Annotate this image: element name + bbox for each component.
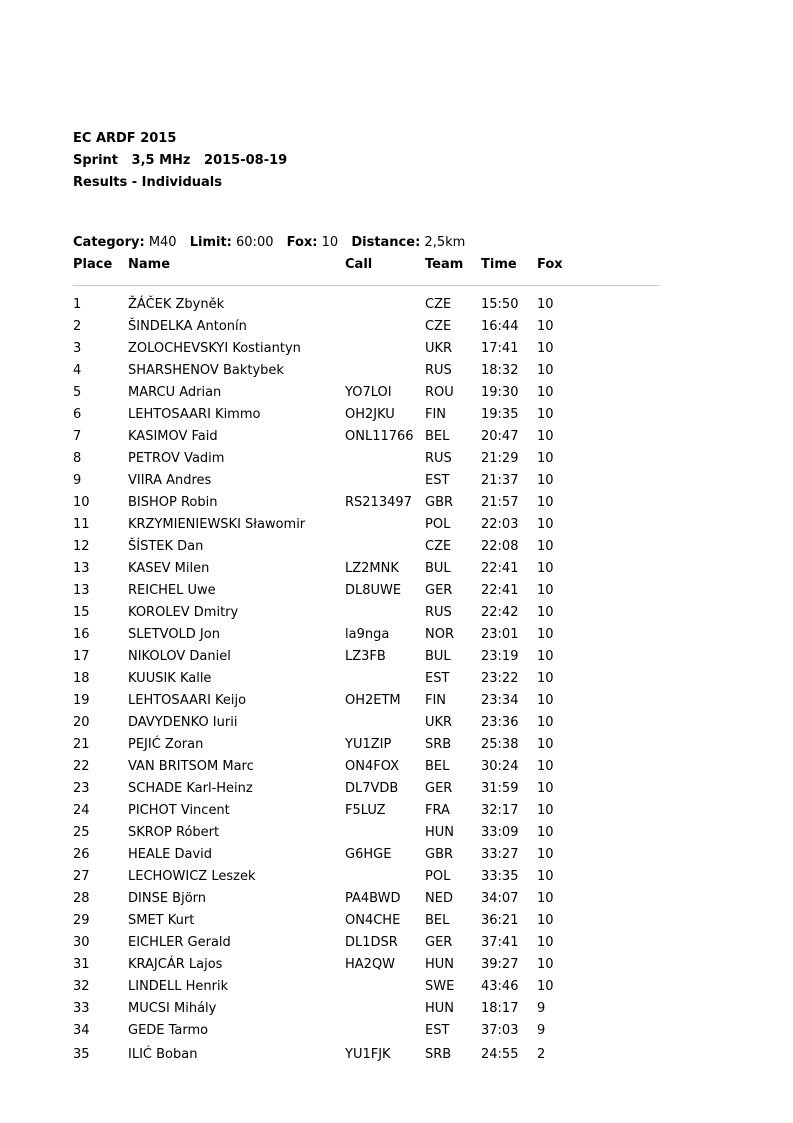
cell-fox: 10 bbox=[537, 891, 554, 906]
cell-name: ŠÍSTEK Dan bbox=[128, 539, 204, 554]
cell-name: HEALE David bbox=[128, 847, 213, 862]
table-row bbox=[0, 295, 793, 317]
cell-place: 20 bbox=[73, 715, 90, 730]
table-row bbox=[0, 713, 793, 735]
cell-name: REICHEL Uwe bbox=[128, 583, 216, 598]
cell-team: CZE bbox=[425, 297, 452, 312]
cell-time: 39:27 bbox=[481, 957, 519, 972]
cell-team: SWE bbox=[425, 979, 455, 994]
table-row bbox=[0, 559, 793, 581]
cell-team: BUL bbox=[425, 649, 451, 664]
cell-name: EICHLER Gerald bbox=[128, 935, 231, 950]
cell-name: LEHTOSAARI Keijo bbox=[128, 693, 247, 708]
table-row bbox=[0, 757, 793, 779]
cell-place: 13 bbox=[73, 561, 90, 576]
cell-call: DL1DSR bbox=[345, 935, 398, 950]
cell-fox: 10 bbox=[537, 429, 554, 444]
race-type: Sprint bbox=[73, 153, 119, 168]
cell-place: 33 bbox=[73, 1001, 90, 1016]
cell-time: 22:41 bbox=[481, 561, 519, 576]
category-label: Category: bbox=[73, 235, 145, 250]
cell-team: POL bbox=[425, 869, 451, 884]
cell-time: 33:35 bbox=[481, 869, 519, 884]
cell-team: CZE bbox=[425, 319, 452, 334]
cell-team: SRB bbox=[425, 1047, 452, 1062]
cell-team: FRA bbox=[425, 803, 450, 818]
table-row bbox=[0, 911, 793, 933]
cell-name: SCHADE Karl-Heinz bbox=[128, 781, 253, 796]
table-row bbox=[0, 801, 793, 823]
cell-call: OH2ETM bbox=[345, 693, 401, 708]
cell-call: la9nga bbox=[345, 627, 390, 642]
table-row bbox=[0, 405, 793, 427]
cell-place: 10 bbox=[73, 495, 90, 510]
cell-call: RS213497 bbox=[345, 495, 412, 510]
cell-fox: 10 bbox=[537, 737, 554, 752]
race-band: 3,5 MHz bbox=[131, 153, 191, 168]
cell-time: 20:47 bbox=[481, 429, 519, 444]
cell-fox: 10 bbox=[537, 671, 554, 686]
cell-place: 7 bbox=[73, 429, 82, 444]
header-divider bbox=[73, 285, 659, 286]
cell-time: 21:29 bbox=[481, 451, 519, 466]
cell-time: 22:08 bbox=[481, 539, 519, 554]
cell-name: LEHTOSAARI Kimmo bbox=[128, 407, 261, 422]
table-row bbox=[0, 361, 793, 383]
cell-team: FIN bbox=[425, 407, 447, 422]
cell-team: BEL bbox=[425, 759, 450, 774]
cell-time: 23:22 bbox=[481, 671, 519, 686]
cell-fox: 10 bbox=[537, 781, 554, 796]
cell-name: NIKOLOV Daniel bbox=[128, 649, 231, 664]
cell-name: MUCSI Mihály bbox=[128, 1001, 217, 1016]
cell-team: POL bbox=[425, 517, 451, 532]
cell-name: GEDE Tarmo bbox=[128, 1023, 209, 1038]
cell-place: 21 bbox=[73, 737, 90, 752]
cell-call: ON4FOX bbox=[345, 759, 400, 774]
cell-team: BEL bbox=[425, 913, 450, 928]
cell-time: 18:17 bbox=[481, 1001, 519, 1016]
cell-name: PICHOT Vincent bbox=[128, 803, 230, 818]
table-row bbox=[0, 691, 793, 713]
cell-fox: 10 bbox=[537, 935, 554, 950]
cell-fox: 10 bbox=[537, 649, 554, 664]
cell-place: 12 bbox=[73, 539, 90, 554]
table-row bbox=[0, 735, 793, 757]
cell-team: GER bbox=[425, 935, 453, 950]
cell-team: RUS bbox=[425, 451, 452, 466]
cell-name: MARCU Adrian bbox=[128, 385, 222, 400]
fox-value: 10 bbox=[321, 235, 339, 250]
cell-team: GER bbox=[425, 781, 453, 796]
table-row bbox=[0, 581, 793, 603]
cell-team: RUS bbox=[425, 605, 452, 620]
cell-time: 18:32 bbox=[481, 363, 519, 378]
table-row bbox=[0, 933, 793, 955]
cell-fox: 10 bbox=[537, 913, 554, 928]
cell-place: 31 bbox=[73, 957, 90, 972]
distance-value: 2,5km bbox=[424, 235, 466, 250]
cell-place: 2 bbox=[73, 319, 82, 334]
table-row bbox=[0, 471, 793, 493]
cell-fox: 10 bbox=[537, 583, 554, 598]
cell-time: 21:37 bbox=[481, 473, 519, 488]
cell-call: LZ3FB bbox=[345, 649, 386, 664]
cell-place: 11 bbox=[73, 517, 90, 532]
cell-time: 34:07 bbox=[481, 891, 519, 906]
cell-place: 4 bbox=[73, 363, 82, 378]
column-header-call: Call bbox=[345, 257, 373, 272]
cell-name: SLETVOLD Jon bbox=[128, 627, 220, 642]
table-row bbox=[0, 823, 793, 845]
cell-fox: 10 bbox=[537, 495, 554, 510]
cell-fox: 10 bbox=[537, 319, 554, 334]
cell-fox: 10 bbox=[537, 715, 554, 730]
cell-name: VAN BRITSOM Marc bbox=[128, 759, 254, 774]
cell-team: EST bbox=[425, 671, 450, 686]
cell-fox: 10 bbox=[537, 759, 554, 774]
cell-call: LZ2MNK bbox=[345, 561, 399, 576]
cell-time: 37:03 bbox=[481, 1023, 519, 1038]
cell-team: EST bbox=[425, 473, 450, 488]
cell-time: 23:36 bbox=[481, 715, 519, 730]
cell-place: 6 bbox=[73, 407, 82, 422]
column-header-place: Place bbox=[73, 257, 113, 272]
cell-fox: 10 bbox=[537, 803, 554, 818]
cell-place: 24 bbox=[73, 803, 90, 818]
cell-fox: 9 bbox=[537, 1001, 546, 1016]
table-row bbox=[0, 1045, 793, 1067]
results-title: Results - Individuals bbox=[73, 175, 222, 190]
cell-call: HA2QW bbox=[345, 957, 396, 972]
cell-fox: 10 bbox=[537, 297, 554, 312]
cell-team: GER bbox=[425, 583, 453, 598]
cell-place: 18 bbox=[73, 671, 90, 686]
cell-time: 37:41 bbox=[481, 935, 519, 950]
column-header-fox: Fox bbox=[537, 257, 563, 272]
cell-name: ŠINDELKA Antonín bbox=[128, 319, 247, 334]
column-header-time: Time bbox=[481, 257, 517, 272]
cell-fox: 10 bbox=[537, 363, 554, 378]
cell-place: 8 bbox=[73, 451, 82, 466]
table-row bbox=[0, 449, 793, 471]
cell-place: 19 bbox=[73, 693, 90, 708]
limit-label: Limit: bbox=[189, 235, 232, 250]
cell-time: 33:27 bbox=[481, 847, 519, 862]
cell-name: KASIMOV Faid bbox=[128, 429, 218, 444]
cell-call: YU1FJK bbox=[345, 1047, 391, 1062]
cell-time: 22:41 bbox=[481, 583, 519, 598]
cell-time: 23:19 bbox=[481, 649, 519, 664]
cell-time: 43:46 bbox=[481, 979, 519, 994]
cell-name: ILIĆ Boban bbox=[128, 1047, 198, 1062]
cell-name: ZOLOCHEVSKYI Kostiantyn bbox=[128, 341, 301, 356]
cell-time: 23:01 bbox=[481, 627, 519, 642]
cell-time: 30:24 bbox=[481, 759, 519, 774]
cell-place: 23 bbox=[73, 781, 90, 796]
cell-place: 1 bbox=[73, 297, 82, 312]
cell-name: VIIRA Andres bbox=[128, 473, 212, 488]
cell-place: 17 bbox=[73, 649, 90, 664]
cell-fox: 10 bbox=[537, 473, 554, 488]
cell-name: BISHOP Robin bbox=[128, 495, 218, 510]
cell-time: 22:42 bbox=[481, 605, 519, 620]
race-date: 2015-08-19 bbox=[204, 153, 288, 168]
table-row bbox=[0, 1021, 793, 1043]
cell-team: ROU bbox=[425, 385, 454, 400]
cell-name: SKROP Róbert bbox=[128, 825, 220, 840]
cell-time: 36:21 bbox=[481, 913, 519, 928]
cell-team: NED bbox=[425, 891, 453, 906]
cell-fox: 10 bbox=[537, 407, 554, 422]
cell-fox: 10 bbox=[537, 825, 554, 840]
cell-team: HUN bbox=[425, 1001, 455, 1016]
cell-team: SRB bbox=[425, 737, 452, 752]
table-row bbox=[0, 317, 793, 339]
cell-time: 15:50 bbox=[481, 297, 519, 312]
cell-call: DL7VDB bbox=[345, 781, 399, 796]
cell-name: KRZYMIENIEWSKI Sławomir bbox=[128, 517, 306, 532]
cell-call: OH2JKU bbox=[345, 407, 395, 422]
limit-value: 60:00 bbox=[236, 235, 274, 250]
cell-fox: 10 bbox=[537, 341, 554, 356]
cell-call: YO7LOI bbox=[345, 385, 392, 400]
cell-place: 28 bbox=[73, 891, 90, 906]
cell-place: 3 bbox=[73, 341, 82, 356]
cell-team: UKR bbox=[425, 715, 453, 730]
cell-time: 17:41 bbox=[481, 341, 519, 356]
cell-team: UKR bbox=[425, 341, 453, 356]
cell-team: NOR bbox=[425, 627, 454, 642]
table-row bbox=[0, 647, 793, 669]
cell-name: SMET Kurt bbox=[128, 913, 195, 928]
cell-fox: 10 bbox=[537, 385, 554, 400]
cell-fox: 10 bbox=[537, 847, 554, 862]
cell-time: 22:03 bbox=[481, 517, 519, 532]
cell-team: CZE bbox=[425, 539, 452, 554]
cell-call: F5LUZ bbox=[345, 803, 386, 818]
cell-team: HUN bbox=[425, 825, 455, 840]
cell-team: GBR bbox=[425, 847, 454, 862]
cell-place: 34 bbox=[73, 1023, 90, 1038]
cell-place: 9 bbox=[73, 473, 82, 488]
cell-fox: 10 bbox=[537, 693, 554, 708]
cell-place: 35 bbox=[73, 1047, 90, 1062]
cell-time: 21:57 bbox=[481, 495, 519, 510]
cell-name: DAVYDENKO Iurii bbox=[128, 715, 238, 730]
cell-time: 33:09 bbox=[481, 825, 519, 840]
cell-place: 27 bbox=[73, 869, 90, 884]
cell-fox: 10 bbox=[537, 869, 554, 884]
cell-fox: 10 bbox=[537, 627, 554, 642]
cell-team: FIN bbox=[425, 693, 447, 708]
cell-fox: 2 bbox=[537, 1047, 546, 1062]
cell-call: G6HGE bbox=[345, 847, 392, 862]
cell-name: PETROV Vadim bbox=[128, 451, 225, 466]
cell-team: RUS bbox=[425, 363, 452, 378]
cell-name: ŽÁČEK Zbyněk bbox=[128, 297, 225, 312]
cell-call: ON4CHE bbox=[345, 913, 401, 928]
table-row bbox=[0, 955, 793, 977]
cell-call: YU1ZIP bbox=[345, 737, 392, 752]
category-value: M40 bbox=[148, 235, 177, 250]
cell-fox: 9 bbox=[537, 1023, 546, 1038]
table-row bbox=[0, 669, 793, 691]
cell-name: KRAJCÁR Lajos bbox=[128, 957, 223, 972]
race-info bbox=[73, 153, 296, 168]
cell-place: 5 bbox=[73, 385, 82, 400]
cell-place: 13 bbox=[73, 583, 90, 598]
cell-fox: 10 bbox=[537, 451, 554, 466]
cell-fox: 10 bbox=[537, 517, 554, 532]
cell-place: 15 bbox=[73, 605, 90, 620]
cell-time: 16:44 bbox=[481, 319, 519, 334]
cell-name: DINSE Björn bbox=[128, 891, 207, 906]
cell-fox: 10 bbox=[537, 539, 554, 554]
table-row bbox=[0, 867, 793, 889]
table-row bbox=[0, 339, 793, 361]
cell-call: ONL11766 bbox=[345, 429, 414, 444]
table-row bbox=[0, 779, 793, 801]
cell-name: SHARSHENOV Baktybek bbox=[128, 363, 284, 378]
column-header-team: Team bbox=[425, 257, 464, 272]
cell-team: EST bbox=[425, 1023, 450, 1038]
table-row bbox=[0, 977, 793, 999]
cell-team: HUN bbox=[425, 957, 455, 972]
cell-time: 19:30 bbox=[481, 385, 519, 400]
cell-fox: 10 bbox=[537, 605, 554, 620]
cell-name: LECHOWICZ Leszek bbox=[128, 869, 256, 884]
category-info bbox=[73, 235, 465, 250]
cell-name: PEJIĆ Zoran bbox=[128, 737, 204, 752]
table-row bbox=[0, 999, 793, 1021]
distance-label: Distance: bbox=[351, 235, 421, 250]
cell-time: 31:59 bbox=[481, 781, 519, 796]
cell-fox: 10 bbox=[537, 561, 554, 576]
cell-place: 32 bbox=[73, 979, 90, 994]
cell-name: LINDELL Henrik bbox=[128, 979, 229, 994]
cell-team: BUL bbox=[425, 561, 451, 576]
fox-label: Fox: bbox=[286, 235, 318, 250]
table-row bbox=[0, 383, 793, 405]
cell-team: BEL bbox=[425, 429, 450, 444]
cell-name: KOROLEV Dmitry bbox=[128, 605, 239, 620]
cell-place: 25 bbox=[73, 825, 90, 840]
cell-place: 22 bbox=[73, 759, 90, 774]
table-row bbox=[0, 889, 793, 911]
cell-call: PA4BWD bbox=[345, 891, 401, 906]
table-row bbox=[0, 603, 793, 625]
table-row bbox=[0, 845, 793, 867]
column-header-name: Name bbox=[128, 257, 171, 272]
cell-name: KASEV Milen bbox=[128, 561, 210, 576]
table-row bbox=[0, 515, 793, 537]
cell-time: 32:17 bbox=[481, 803, 519, 818]
cell-fox: 10 bbox=[537, 957, 554, 972]
cell-time: 25:38 bbox=[481, 737, 519, 752]
cell-place: 30 bbox=[73, 935, 90, 950]
cell-place: 16 bbox=[73, 627, 90, 642]
event-title: EC ARDF 2015 bbox=[73, 131, 177, 146]
cell-call: DL8UWE bbox=[345, 583, 402, 598]
cell-name: KUUSIK Kalle bbox=[128, 671, 212, 686]
table-row bbox=[0, 493, 793, 515]
cell-fox: 10 bbox=[537, 979, 554, 994]
cell-place: 29 bbox=[73, 913, 90, 928]
cell-time: 24:55 bbox=[481, 1047, 519, 1062]
cell-time: 23:34 bbox=[481, 693, 519, 708]
cell-place: 26 bbox=[73, 847, 90, 862]
cell-time: 19:35 bbox=[481, 407, 519, 422]
table-row bbox=[0, 427, 793, 449]
cell-team: GBR bbox=[425, 495, 454, 510]
table-row bbox=[0, 537, 793, 559]
table-row bbox=[0, 625, 793, 647]
